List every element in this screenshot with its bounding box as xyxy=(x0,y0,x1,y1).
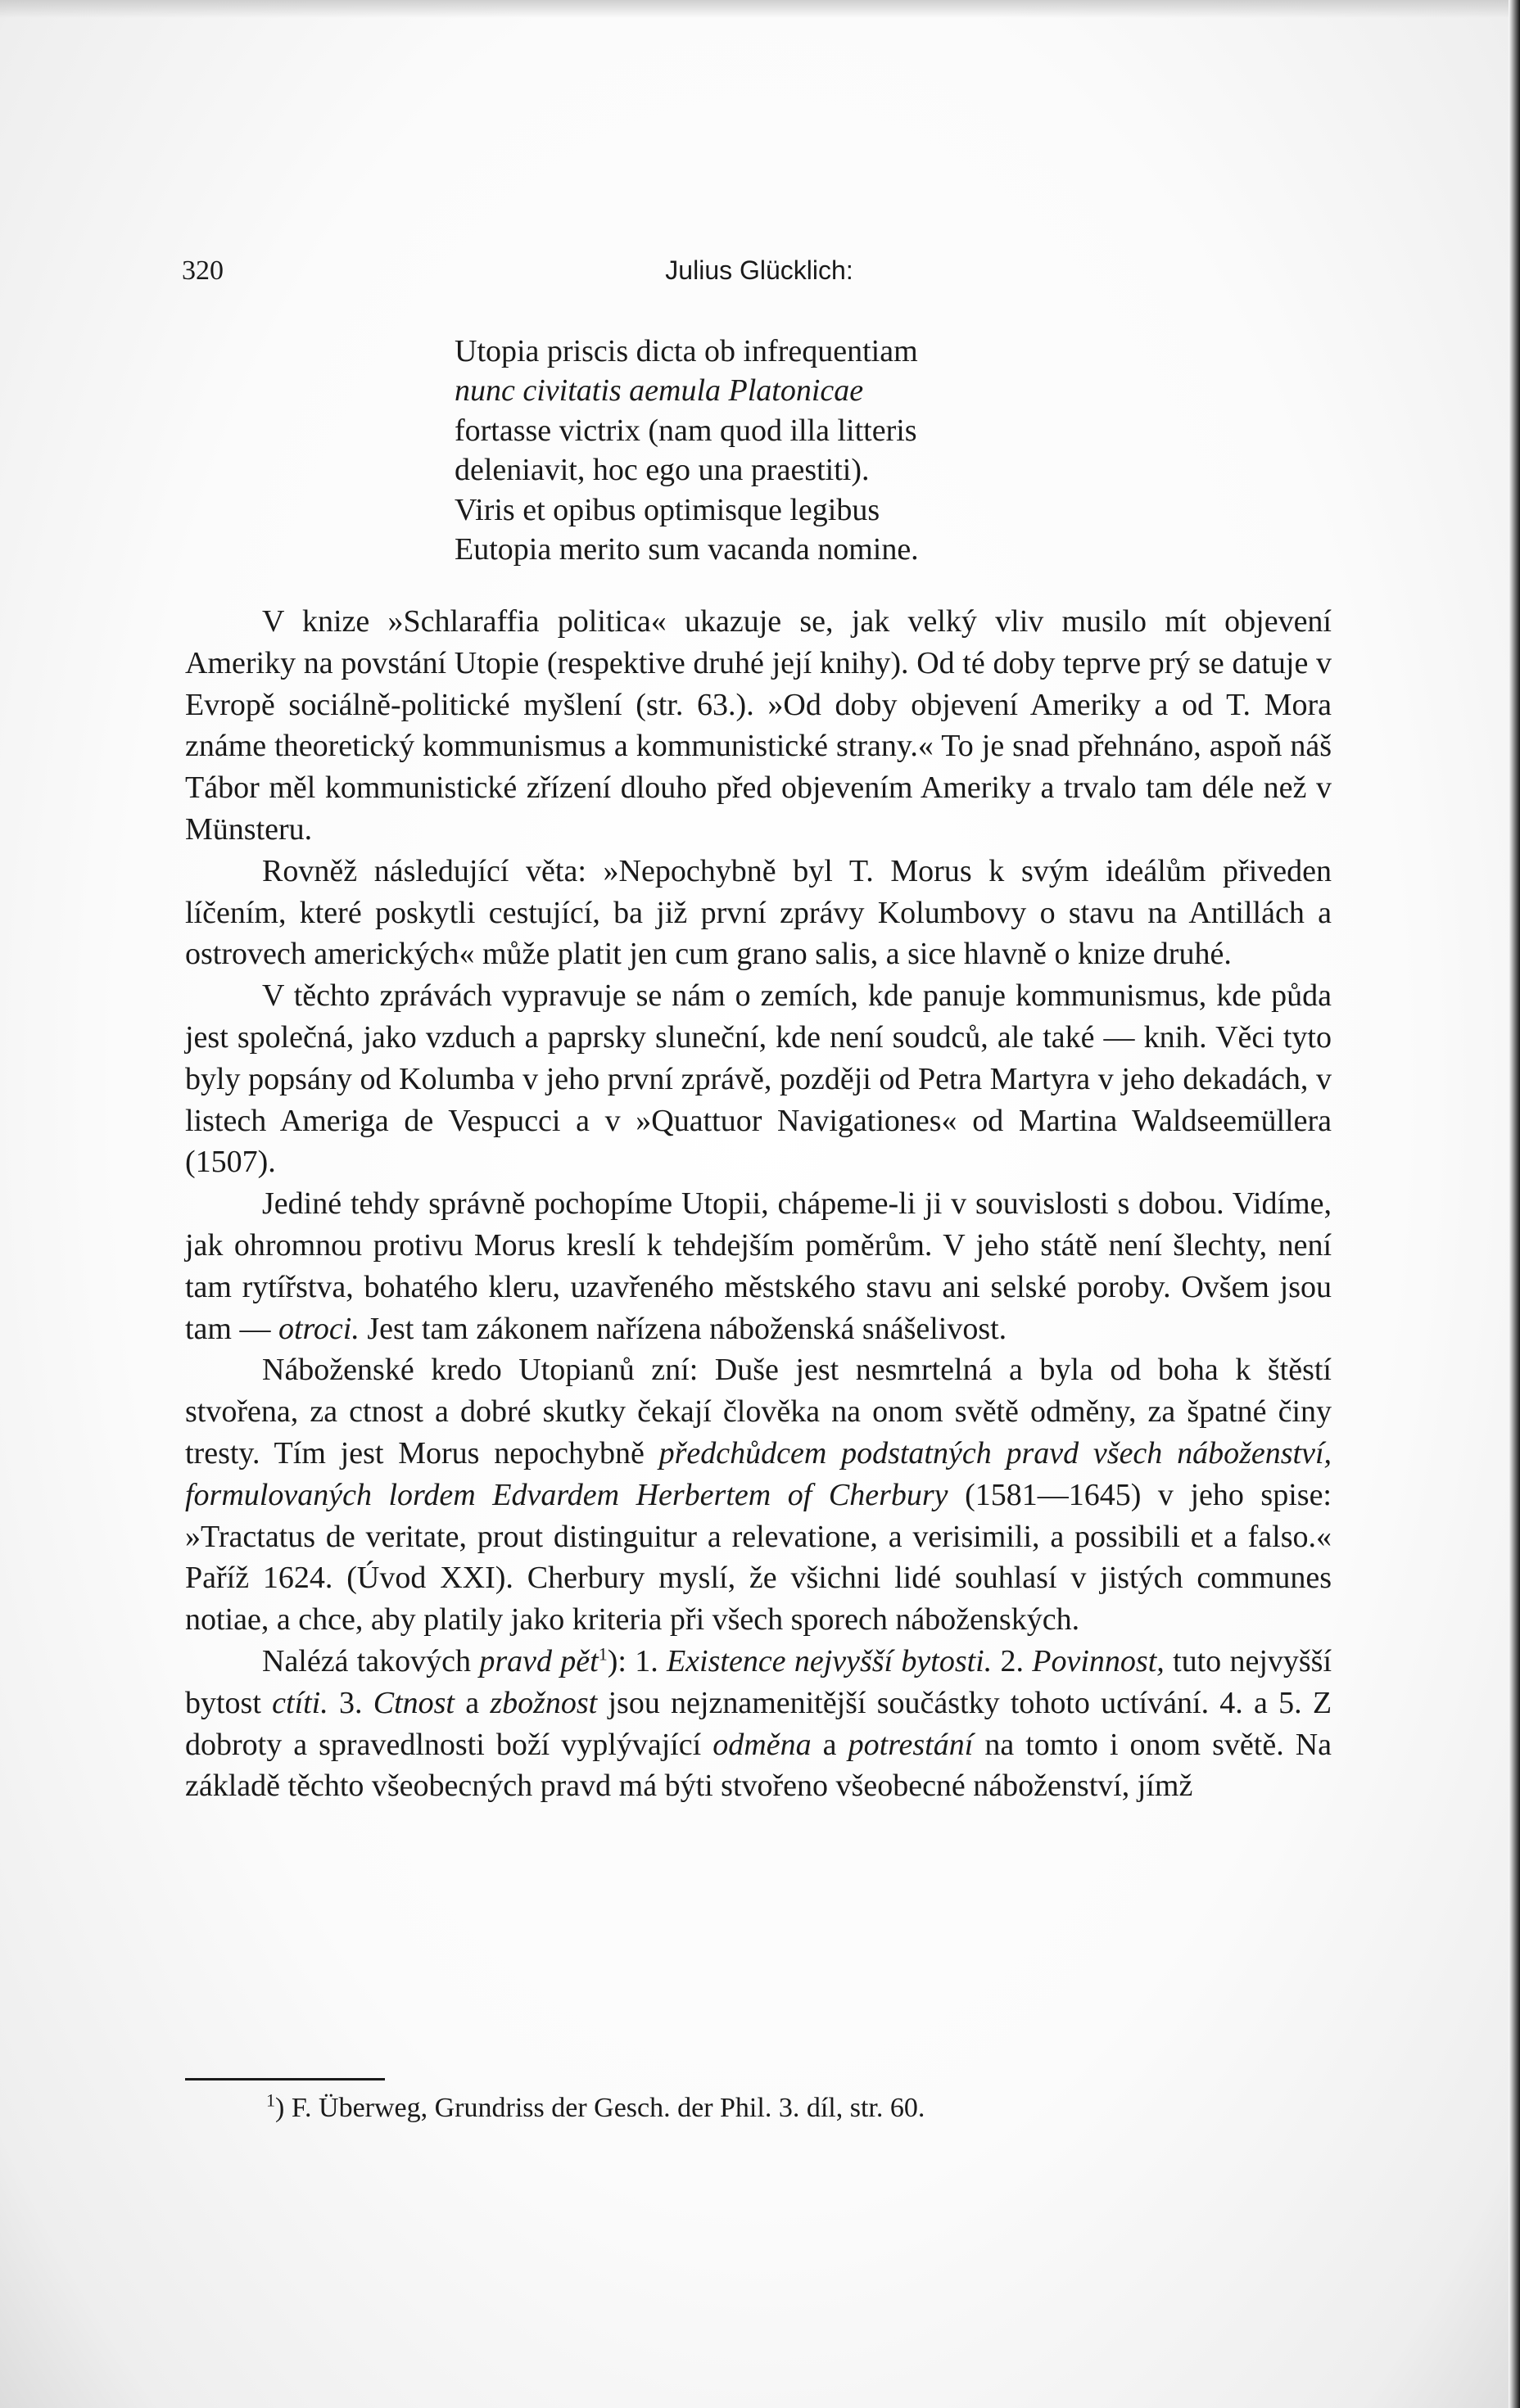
scan-top-shadow xyxy=(0,0,1520,18)
paragraph-text: 1. xyxy=(635,1643,658,1678)
footnote-rule xyxy=(185,2078,385,2080)
paragraph: V knize »Schlaraffia politica« ukazuje se, jak velký vliv musilo mít objevení Ameriky na povstání Utopie (respektive druhé její knihy). Od té doby teprve prý se datuje v Evropě sociálně-politické myšlení (str. 63.). »Od doby objevení Ameriky a od T. Mora známe theoretický kommunismus a kommunistické strany.« To je snad přehnáno, aspoň náš Tábor měl kommunistické zřízení dlouho před objevením Ameriky a trvalo tam déle než v Münsteru. xyxy=(185,604,1332,847)
paragraph-text: na tomto i onom světě. Na základě těchto všeobecných pravd má býti stvořeno všeobecné náboženství, jímž xyxy=(185,1727,1332,1804)
footnote-ref: 1 xyxy=(598,1643,608,1665)
verse-line: Eutopia merito sum vacanda nomine. xyxy=(455,532,919,567)
running-title: Julius Glücklich: xyxy=(665,255,853,285)
paragraph xyxy=(185,1183,1332,1349)
latin-verse xyxy=(455,332,1273,569)
italic-emphasis: Povinnost, xyxy=(1032,1643,1165,1678)
italic-emphasis: otroci. xyxy=(278,1311,360,1346)
verse-line: Viris et opibus optimisque legibus xyxy=(455,492,880,527)
italic-emphasis: Ctnost xyxy=(373,1685,455,1720)
paragraph-text: Jediné tehdy správně pochopíme Utopii, chápeme-li ji v souvislosti s dobou. Vidíme, jak ohromnou protivu Morus kreslí k tehdejším poměrům. V jeho státě není šlechty, není tam rytířstva, bohatého kleru, uzavřeného městského stavu ani selské poroby. Ovšem jsou tam — xyxy=(185,1186,1332,1346)
paragraph-text: Jest tam zákonem nařízena náboženská snášelivost. xyxy=(367,1311,1007,1346)
italic-emphasis: odměna xyxy=(712,1727,812,1762)
paragraph: V těchto zprávách vypravuje se nám o zemích, kde panuje kommunismus, kde půda jest společná, jako vzduch a paprsky sluneční, kde není soudců, ale také — knih. Věci tyto byly popsány od Kolumba v jeho první zprávě, později od Petra Martyra v jeho dekadách, v listech Ameriga de Vespucci a v »Quattuor Navigationes« od Martina Waldseemüllera (1507). xyxy=(185,978,1332,1180)
paragraph xyxy=(185,1349,1332,1641)
verse-line: Utopia priscis dicta ob infrequentiam xyxy=(455,334,918,368)
paragraph-text: Náboženské kredo Utopianů zní: Duše jest nesmrtelná a byla od boha k štěstí stvořena, za ctnost a dobré skutky čekají člověka na onom světě odměny, za špatné činy tresty. Tím jest Morus nepochybně xyxy=(185,1353,1332,1471)
paragraph-text: jsou nejznamenitější součástky tohoto uctívání. 4. a 5. Z dobroty a spravedlnosti boží vyplývající xyxy=(185,1685,1332,1762)
paragraph-text: tuto nejvyšší bytost xyxy=(185,1643,1332,1720)
paragraph-text: Nalézá takových xyxy=(262,1643,472,1678)
page-number: 320 xyxy=(182,255,224,286)
footnote-text: ) F. Überweg, Grundriss der Gesch. der Phil. 3. díl, str. 60. xyxy=(275,2093,925,2123)
italic-emphasis: předchůdcem podstatných pravd všech náboženství, formulovaných lordem Edvardem Herbertem of Cherbury xyxy=(185,1435,1332,1512)
paragraph: Rovněž následující věta: »Nepochybně byl T. Morus k svým ideálům přiveden líčením, které poskytli cestující, ba již první zprávy Kolumbovy o stavu na Antillách a ostrovech amerických« může platit jen cum grano salis, a sice hlavně o knize druhé. xyxy=(185,853,1332,972)
paragraph xyxy=(185,1641,1332,1807)
page-header xyxy=(182,255,1337,296)
body-text xyxy=(185,601,1332,1807)
italic-emphasis: pravd pět xyxy=(479,1643,599,1678)
italic-emphasis: ctíti. xyxy=(272,1685,328,1720)
paragraph-text: (1581—1645) v jeho spise: »Tractatus de veritate, prout distinguitur a relevatione, a verisimili, a possibili et a falso.« Paříž 1624. (Úvod XXI). Cherbury myslí, že všichni lidé souhlasí v jistých communes notiae, a chce, aby platily jako kriteria při všech sporech náboženských. xyxy=(185,1477,1332,1638)
italic-emphasis: Existence nejvyšší bytosti. xyxy=(666,1643,993,1678)
verse-line: deleniavit, hoc ego una praestiti). xyxy=(455,453,870,488)
italic-emphasis: potrestání xyxy=(848,1727,974,1762)
paragraph-text: 3. xyxy=(338,1685,363,1720)
italic-emphasis: zbožnost xyxy=(490,1685,598,1720)
paragraph-text: a xyxy=(822,1727,837,1762)
verse-line xyxy=(455,371,1273,410)
scan-right-edge xyxy=(1509,0,1520,2408)
verse-line: fortasse victrix (nam quod illa litteris xyxy=(455,413,917,448)
paragraph-text: 2. xyxy=(1000,1643,1025,1678)
paragraph-text: ): xyxy=(607,1643,627,1678)
footnote xyxy=(266,2090,1331,2126)
verse-line-italic: nunc civitatis aemula Platonicae xyxy=(455,373,864,409)
footnote-marker: 1 xyxy=(266,2089,275,2111)
paragraph-text: a xyxy=(465,1685,480,1720)
